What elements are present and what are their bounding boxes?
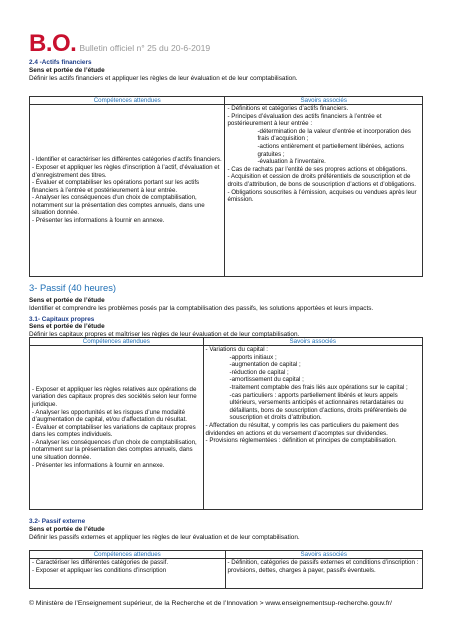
- col-header-savoirs: Savoirs associés: [225, 551, 423, 559]
- list-item: - Principes d’évaluation des actifs financiers à l’entrée et postérieurement à leur entrée :: [227, 112, 382, 128]
- col-header-competences: Compétences attendues: [30, 338, 204, 346]
- list-item: -détermination de la valeur d’entrée et incorporation des frais d’acquisition ;: [257, 127, 411, 143]
- list-item: - Affectation du résultat, y compris les cas particuliers du paiement des dividendes en actions et du versement d’acomptes sur dividendes.: [205, 421, 399, 437]
- section-description: Définir les actifs financiers et appliquer les règles de leur évaluation et de leur comptabilisation.: [29, 74, 298, 82]
- list-item: - Évaluer et comptabiliser les opérations portant sur les actifs financiers à l’entrée et postérieurement à leur entrée.: [32, 179, 200, 194]
- list-item: -augmentation de capital ;: [229, 361, 301, 369]
- list-item: -réduction de capital ;: [229, 368, 289, 376]
- list-item: - Analyser les opportunités et les risques d’une modalité d’augmentation de capital, et/ou d’affectation du résultat.: [32, 408, 188, 424]
- col-header-competences: Compétences attendues: [30, 97, 225, 105]
- bo-logo: B.O.: [29, 30, 77, 57]
- list-item: - Provisions réglementées : définition et principes de comptabilisation.: [205, 437, 397, 445]
- list-item: - Présenter les informations à fournir en annexe.: [32, 217, 165, 225]
- section-description: Identifier et comprendre les problèmes posés par la comptabilisation des passifs, les solutions apportées et leurs impacts.: [29, 304, 374, 312]
- list-item: - Définition, catégories de passifs externes et conditions d’inscription : provisions, dettes, charges à payer, passifs éventuels.: [227, 559, 419, 574]
- list-item: - Identifier et caractériser les différentes catégories d’actifs financiers.: [32, 156, 222, 164]
- list-item: - Évaluer et comptabiliser les variations de capitaux propres dans les comptes individuels.: [32, 423, 196, 439]
- table-3-2: [29, 550, 423, 589]
- list-item: - Analyser les conséquences d’un choix de comptabilisation, notamment sur la présentation des comptes annuels, dans une situation donnée.: [32, 438, 197, 462]
- list-item: -amortissement du capital ;: [229, 376, 304, 384]
- sens-heading: Sens et portée de l’étude: [29, 323, 105, 331]
- savoirs-cell: [203, 346, 422, 510]
- list-item: - Exposer et appliquer les règles relatives aux opérations de variation des capitaux propres des sociétés selon leur forme juridique.: [32, 385, 197, 408]
- list-item: - Analyser les conséquences d’un choix de comptabilisation, notamment sur la présentation des comptes annuels, dans une situation donnée.: [32, 194, 205, 217]
- section-title: 3.2- Passif externe: [29, 518, 86, 525]
- savoirs-cell: [225, 559, 423, 589]
- list-item: - Variations du capital :: [205, 346, 269, 353]
- col-header-savoirs: Savoirs associés: [203, 338, 422, 346]
- section-description: Définir les passifs externes et appliquer les règles de leur évaluation et de leur comptabilisation.: [29, 533, 300, 541]
- list-item: -traitement comptable des frais liés aux opérations sur le capital ;: [229, 383, 408, 391]
- chapter-title: 3- Passif (40 heures): [29, 282, 117, 293]
- section-3-2-intro: [29, 518, 423, 541]
- list-item: -cas particuliers : apports partiellement libérés et leurs appels ultérieurs, versements anticipés et actionnaires retardataires ou défaillants, bons de souscription d’actions, droits préférentiels de souscription et droits d’attribution.: [229, 391, 407, 422]
- table-3-1: [29, 337, 423, 510]
- list-item: -évaluation à l’inventaire.: [257, 158, 326, 166]
- section-title: 2.4 -Actifs financiers: [29, 59, 92, 66]
- list-item: -actions entièrement et partiellement libérées, actions gratuites ;: [257, 142, 404, 158]
- col-header-competences: Compétences attendues: [30, 551, 226, 559]
- sens-heading: Sens et portée de l’étude: [29, 525, 105, 533]
- list-item: - Exposer et appliquer les règles d’inscription à l’actif, d’évaluation et d’enregistrement des titres.: [32, 163, 220, 179]
- col-header-savoirs: Savoirs associés: [225, 97, 423, 105]
- competences-cell: [30, 346, 204, 510]
- bulletin-title: Bulletin officiel n° 25 du 20-6-2019: [79, 43, 211, 53]
- section-description: Définir les capitaux propres et maîtriser les règles de leur évaluation et de leur comptabilisation.: [29, 331, 300, 339]
- section-title: 3.1- Capitaux propres: [29, 315, 95, 323]
- list-item: - Cas de rachats par l’entité de ses propres actions et obligations.: [227, 165, 407, 173]
- section-2-4-intro: [29, 59, 423, 82]
- list-item: - Caractériser les différentes catégories de passif.: [32, 559, 169, 566]
- sens-heading: Sens et portée de l’étude: [29, 297, 105, 304]
- section-3-intro: [29, 282, 423, 339]
- list-item: - Acquisition et cession de droits préférentiels de souscription et de droits d’attribution, de bons de souscription d’actions et d’obligations.: [227, 173, 416, 188]
- list-item: - Définitions et catégories d’actifs financiers.: [227, 105, 349, 112]
- competences-cell: [30, 105, 225, 277]
- competences-cell: [30, 559, 226, 589]
- savoirs-cell: [225, 105, 423, 277]
- table-2-4: [29, 96, 423, 277]
- sens-heading: Sens et portée de l’étude: [29, 66, 105, 74]
- page-header: [29, 30, 210, 56]
- page-footer: © Ministère de l’Enseignement supérieur, de la Recherche et de l’Innovation > www.enseignementsup-recherche.gouv.fr/: [29, 600, 392, 607]
- list-item: -apports initiaux ;: [229, 353, 277, 361]
- list-item: - Présenter les informations à fournir en annexe.: [32, 461, 165, 469]
- list-item: - Exposer et appliquer les conditions d’inscription: [32, 566, 167, 574]
- list-item: - Obligations souscrites à l’émission, acquises ou vendues après leur émission.: [227, 188, 417, 204]
